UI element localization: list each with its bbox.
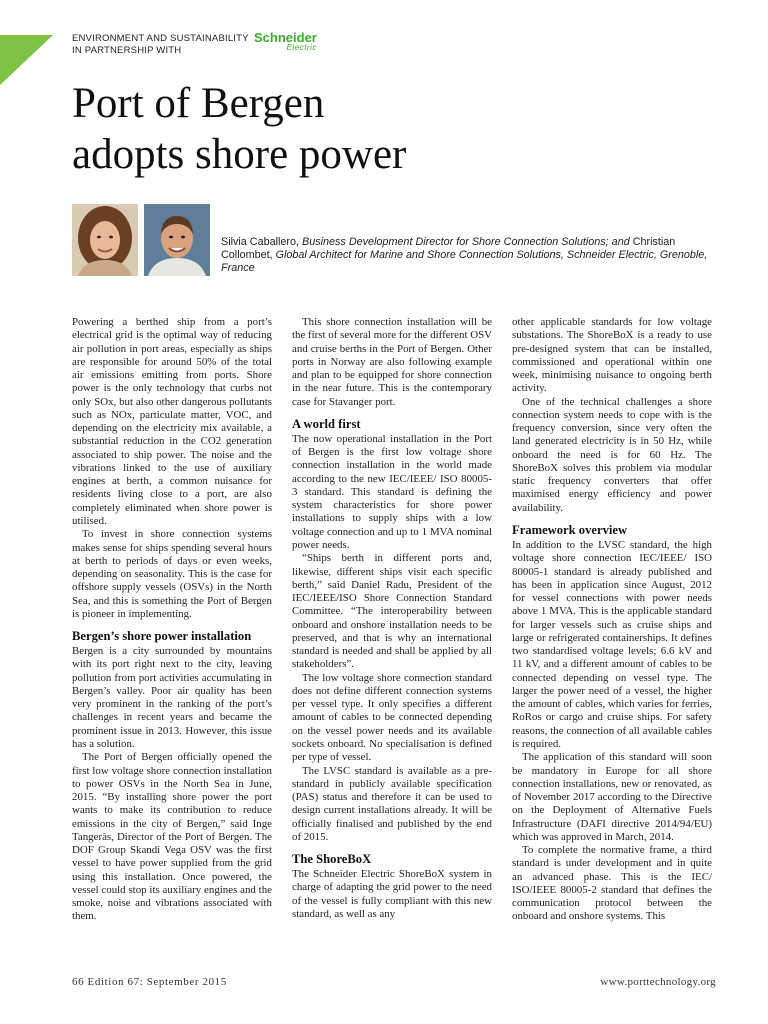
author-photo-silvia bbox=[72, 204, 138, 276]
paragraph: The Port of Bergen officially opened the first low voltage shore connection installation to power OSVs in the North Sea in June, 2015. “By installing shore power the port wants to make its contribution to reduce emissions in the city of Bergen,” said Inge Tangeràs, Director of the Port of Bergen. The DOF Group Skandi Vega OSV was the first vessel to have power supplied from the grid using this installation. Once powered, the vessel could stop its auxiliary engines and the smoke, noise and vibrations associated with them. bbox=[72, 751, 272, 923]
paragraph: One of the technical challenges a shore connection system needs to cope with is the frequency conversion, since very often the land generated electricity is in 50 Hz, while onboard the need is for 60 Hz. The ShoreBoX solves this problem via modular static frequency converters that offer maximised energy efficiency and power availability. bbox=[512, 395, 712, 514]
kicker-line-2: IN PARTNERSHIP WITH bbox=[72, 45, 182, 56]
logo-sub-text: Electric bbox=[286, 43, 317, 52]
paragraph: The application of this standard will soon be mandatory in Europe for all shore connection installations, new or renovated, as of November 2017 according to the Directive on the Deployment of Alternative Fuels Infrastructure (DAFI directive 2014/94/EU) which was approved in March, 2014. bbox=[512, 751, 712, 843]
paragraph: “Ships berth in different ports and, likewise, different ships visit each specific berth,” said Daniel Radu, President of the IEC/IEEE/ISO Shore Connection Standard Committee. “The interoperability between onboard and onshore installation needs to be preserved, and that is why an international standard is needed and shall be applied by all stakeholders”. bbox=[292, 552, 492, 671]
paragraph: other applicable standards for low voltage substations. The ShoreBoX is a ready to use pre-designed system that can be installed, commissioned and operational within one week, minimising nuisance to ongoing berth activity. bbox=[512, 316, 712, 395]
paragraph: The now operational installation in the Port of Bergen is the first low voltage shore connection installation in the world made according to the new IEC/IEEE/ ISO 80005-3 standard. This standard is defining the system characteristics for shore power installations to supply ships with a low voltage connection and up to 1 MVA nominal power needs. bbox=[292, 432, 492, 551]
article-title bbox=[72, 78, 406, 180]
author-2-name: Christian Collombet bbox=[221, 236, 676, 261]
author-1-name: Silvia Caballero bbox=[221, 236, 297, 248]
logo-main-text: Schneider bbox=[254, 30, 317, 45]
section-kicker bbox=[72, 33, 249, 57]
section-heading: The ShoreBoX bbox=[292, 852, 372, 867]
text-column-1 bbox=[72, 316, 272, 924]
paragraph: Powering a berthed ship from a port’s electrical grid is the optimal way of reducing air pollution in port areas, especially as ships are responsible for around 50% of the total air emissions emitting from ports. Shore power is the only technology that curbs not only SOx, but also other dangerous pollutants such as NOx, particulate matter, VOC, and depending on the electricity mix available, a substantial reduction in the CO2 generation associated to ship power. The noise and the vibrations linked to the use of auxiliary engines at berth, a common nuisance for residents living close to a port, are also completely eliminated when shore power is utilised. bbox=[72, 316, 272, 527]
page-number-edition: 66 Edition 67: September 2015 bbox=[72, 976, 227, 988]
schneider-electric-logo bbox=[254, 31, 317, 52]
section-heading: Bergen’s shore power installation bbox=[72, 629, 252, 644]
paragraph: The LVSC standard is available as a pre-standard in publicly available specification (PAS) status and therefore it can be used to design current installations already. It will be officially finalised and published by the end of 2015. bbox=[292, 764, 492, 843]
website-url: www.porttechnology.org bbox=[600, 976, 716, 988]
author-byline: Silvia Caballero, Business Development Director for Shore Connection Solutions; and Christian Collombet, Global Architect for Marine and Shore Connection Solutions, Schneider Electric, Grenoble, France bbox=[221, 236, 708, 274]
paragraph: In addition to the LVSC standard, the high voltage shore connection IEC/IEEE/ ISO 80005-1 standard is already published and has been in application since August, 2012 for vessel connections with power needs above 1 MVA. This is the applicable standard for larger vessels such as cruise ships and large or refrigerated containerships. It defines two standardised voltage levels; 6.6 kV and 11 kV, and a different amount of cables to be connected depending on vessel type. The larger the power need of a vessel, the higher the amount of cables, which varies for ferries, RoRos or cargo and cruise ships. For safety reasons, the connection of all available cables is required. bbox=[512, 538, 712, 750]
green-corner-decoration bbox=[0, 35, 53, 85]
section-heading: A world first bbox=[292, 416, 361, 431]
paragraph: The low voltage shore connection standard does not define different connection systems per vessel type. It only specifies a different amount of cables to be connected depending on the vessel power needs and its available sockets onboard. No specialisation is defined per type of vessel. bbox=[292, 671, 492, 764]
author-2-role: Global Architect for Marine and Shore Connection Solutions, Schneider Electric, Grenoble, France bbox=[221, 249, 708, 274]
paragraph: To complete the normative frame, a third standard is under development and in quite an advanced phase. This is the IEC/ ISO/IEEE 80005-2 standard that defines the communication protocol between the onboard and onshore systems. This bbox=[512, 844, 712, 923]
paragraph: The Schneider Electric ShoreBoX system in charge of adapting the grid power to the need of the vessel is fully compliant with this new standard, as well as any bbox=[292, 868, 492, 920]
paragraph: To invest in shore connection systems makes sense for ships spending several hours at berth to periods of days or even weeks, depending on seasonality. This is the case for offshore supply vessels (OSVs) in the North Sea, and this is something the Port of Bergen is pioneer in implementing. bbox=[72, 528, 272, 620]
author-1-role: Business Development Director for Shore Connection Solutions; and bbox=[302, 236, 630, 248]
author-photo-christian bbox=[144, 204, 210, 276]
title-line-1: Port of Bergen bbox=[72, 80, 325, 127]
paragraph: Bergen is a city surrounded by mountains with its port right next to the city, leaving pollution from port activities accumulating in Bergen’s valley. Poor air quality has been very prominent in the ranking of the port’s challenges in recent years and became the prominent issue in 2013. However, this issue has a solution. bbox=[72, 645, 272, 750]
title-line-2: adopts shore power bbox=[72, 131, 407, 178]
paragraph: This shore connection installation will be the first of several more for the different OSV and cruise berths in the Port of Bergen. Other ports in Norway are also following example and plan to be equipped for shore connection in the near future. This is the contemporary case for Stavanger port. bbox=[292, 316, 492, 408]
section-heading: Framework overview bbox=[512, 522, 628, 537]
kicker-line-1: ENVIRONMENT AND SUSTAINABILITY bbox=[72, 33, 249, 44]
text-column-2 bbox=[292, 316, 492, 921]
text-column-3 bbox=[512, 316, 712, 924]
